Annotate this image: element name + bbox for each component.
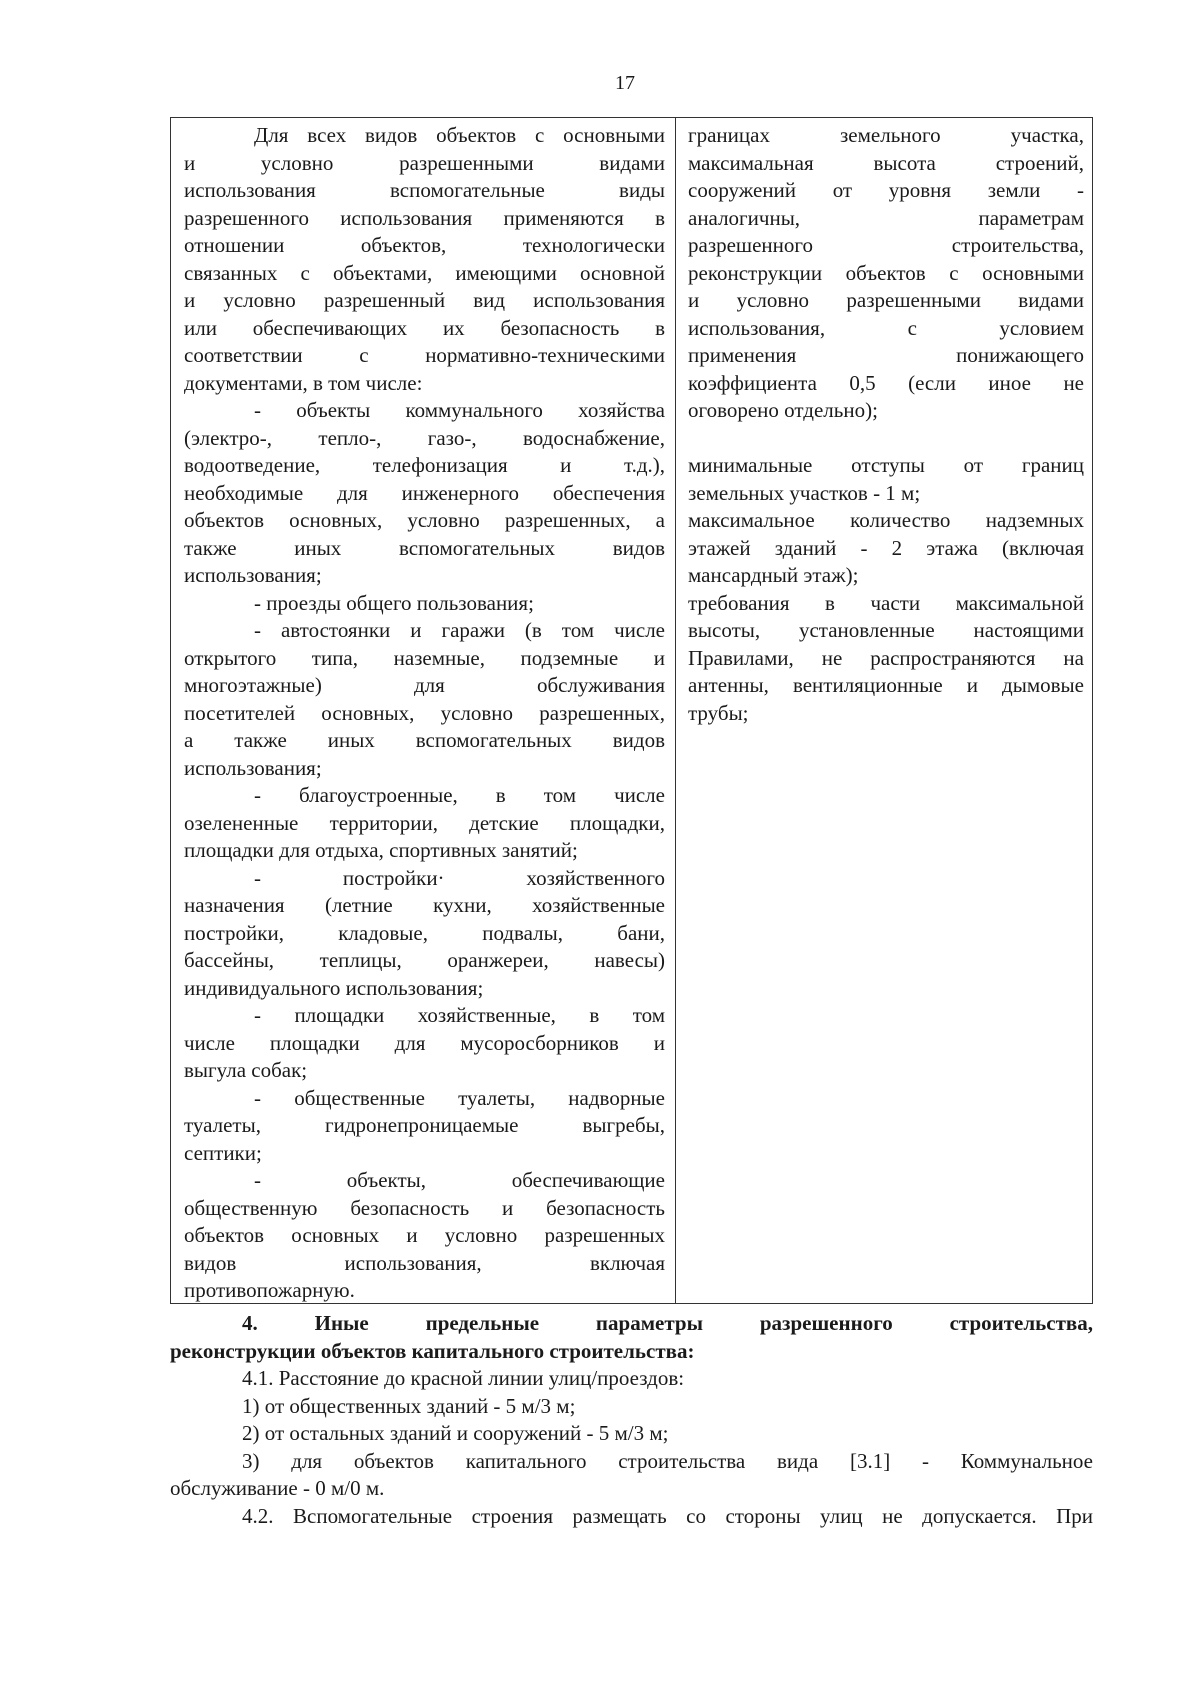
table-left-text-line: септики; (184, 1140, 262, 1165)
table-left-text-line: - площадки хозяйственные, в том (254, 1003, 665, 1027)
section-text-line: 3) для объектов капитального строительства вида [3.1] - Коммунальное (242, 1448, 1093, 1473)
section-4 (170, 1310, 1093, 1530)
section-text-line: 1) от общественных зданий - 5 м/3 м; (242, 1393, 576, 1418)
table-right-text-line: разрешенного строительства, (688, 233, 1084, 257)
table-left-text-line: - постройки· хозяйственного (254, 865, 665, 890)
table-right-text-line: этажей зданий - 2 этажа (включая (688, 535, 1084, 560)
table-left-text-line: отношении объектов, технологически (184, 233, 665, 257)
table-right-text-line (688, 425, 1084, 453)
table-left-text-line: водоотведение, телефонизация и т.д.), (184, 453, 665, 477)
table-left-text-line: видов использования, включая (184, 1250, 665, 1275)
table-right-text-line: максимальная высота строений, (688, 150, 1084, 175)
table-left-text-line: посетителей основных, условно разрешенных, (184, 700, 665, 725)
table-left-text-line: туалеты, гидронепроницаемые выгребы, (184, 1113, 665, 1137)
table-left-text-line: Для всех видов объектов с основными (254, 123, 665, 147)
section-text-line: реконструкции объектов капитального строительства: (170, 1338, 695, 1363)
table-left-text-line: бассейны, теплицы, оранжереи, навесы) (184, 948, 665, 972)
table-left-text-line: использования вспомогательные виды (184, 178, 665, 202)
table-left-text-line: и условно разрешенными видами (184, 150, 665, 175)
table-right-text-line: земельных участков - 1 м; (688, 480, 921, 505)
table-left-text-line: необходимые для инженерного обеспечения (184, 480, 665, 505)
table-right-text-line: и условно разрешенными видами (688, 288, 1084, 312)
table-left-text-line: также иных вспомогательных видов (184, 535, 665, 560)
section-text-line: 4.1. Расстояние до красной линии улиц/проездов: (242, 1366, 685, 1390)
table-left-text-line: противопожарную. (184, 1278, 355, 1302)
table-right-text-line: использования, с условием (688, 315, 1084, 340)
table-left-text-line: (электро-, тепло-, газо-, водоснабжение, (184, 425, 665, 450)
table-left-text-line: разрешенного использования применяются в (184, 205, 665, 230)
table-left-text-line: - общественные туалеты, надворные (254, 1085, 665, 1110)
table-left-text-line: соответствии с нормативно-техническими (184, 343, 665, 367)
table-left-text-line: а также иных вспомогательных видов (184, 728, 665, 752)
page-number: 17 (615, 72, 635, 94)
table-left-text-line: - объекты, обеспечивающие (254, 1168, 665, 1192)
table-left-text-line: документами, в том числе: (184, 370, 423, 395)
table-right-text-line: высоты, установленные настоящими (688, 618, 1084, 642)
table-left-text-line: или обеспечивающих их безопасность в (184, 315, 665, 340)
regulations-table (170, 117, 1093, 1304)
table-right-text-line: сооружений от уровня земли - (688, 178, 1084, 202)
table-right-text-line: Правилами, не распространяются на (688, 645, 1084, 670)
table-left-text-line: площадки для отдыха, спортивных занятий; (184, 838, 578, 862)
section-text-line: 2) от остальных зданий и сооружений - 5 м/3 м; (242, 1421, 669, 1445)
table-left-text-line: числе площадки для мусоросборников и (184, 1030, 665, 1055)
table-right-text-line: требования в части максимальной (688, 590, 1084, 615)
table-right-text-line: реконструкции объектов с основными (688, 260, 1084, 285)
table-right-text-line: минимальные отступы от границ (688, 453, 1084, 477)
table-right-text-line: трубы; (688, 700, 749, 725)
table-left-text-line: - автостоянки и гаражи (в том числе (254, 618, 665, 642)
table-left-text-line: озелененные территории, детские площадки, (184, 810, 665, 835)
table-right-text-line: применения понижающего (688, 343, 1084, 367)
table-column-right (676, 118, 1092, 1303)
table-left-text-line: использования; (184, 755, 322, 780)
table-left-text-line: использования; (184, 563, 322, 587)
table-left-text-line: открытого типа, наземные, подземные и (184, 645, 665, 670)
table-left-text-line: объектов основных и условно разрешенных (184, 1223, 665, 1247)
table-left-text-line: общественную безопасность и безопасность (184, 1195, 665, 1220)
table-right-text-line: оговорено отдельно); (688, 398, 878, 422)
table-right-text-line: антенны, вентиляционные и дымовые (688, 673, 1084, 697)
section-text-line: 4.2. Вспомогательные строения размещать со стороны улиц не допускается. При (242, 1503, 1093, 1528)
section-text-line: 4. Иные предельные параметры разрешенного строительства, (242, 1311, 1093, 1335)
table-left-text-line: объектов основных, условно разрешенных, а (184, 508, 665, 532)
table-left-text-line: выгула собак; (184, 1058, 308, 1082)
table-left-text-line: постройки, кладовые, подвалы, бани, (184, 920, 665, 945)
table-right-text-line: максимальное количество надземных (688, 508, 1084, 532)
table-right-text-line: мансардный этаж); (688, 563, 859, 587)
table-left-text-line: - проезды общего пользования; (254, 590, 534, 615)
table-left-text-line: многоэтажные) для обслуживания (184, 673, 665, 697)
table-left-text-line: связанных с объектами, имеющими основной (184, 260, 665, 285)
table-left-text-line: - благоустроенные, в том числе (254, 783, 665, 807)
table-right-text-line: коэффициента 0,5 (если иное не (688, 370, 1084, 395)
table-left-text-line: индивидуального использования; (184, 975, 484, 1000)
table-left-text-line: - объекты коммунального хозяйства (254, 398, 665, 422)
section-text-line: обслуживание - 0 м/0 м. (170, 1476, 385, 1500)
table-column-left (171, 118, 676, 1303)
table-right-text-line: границах земельного участка, (688, 123, 1084, 147)
table-left-text-line: и условно разрешенный вид использования (184, 288, 665, 312)
table-left-text-line: назначения (летние кухни, хозяйственные (184, 893, 665, 917)
table-right-text-line: аналогичны, параметрам (688, 205, 1084, 230)
